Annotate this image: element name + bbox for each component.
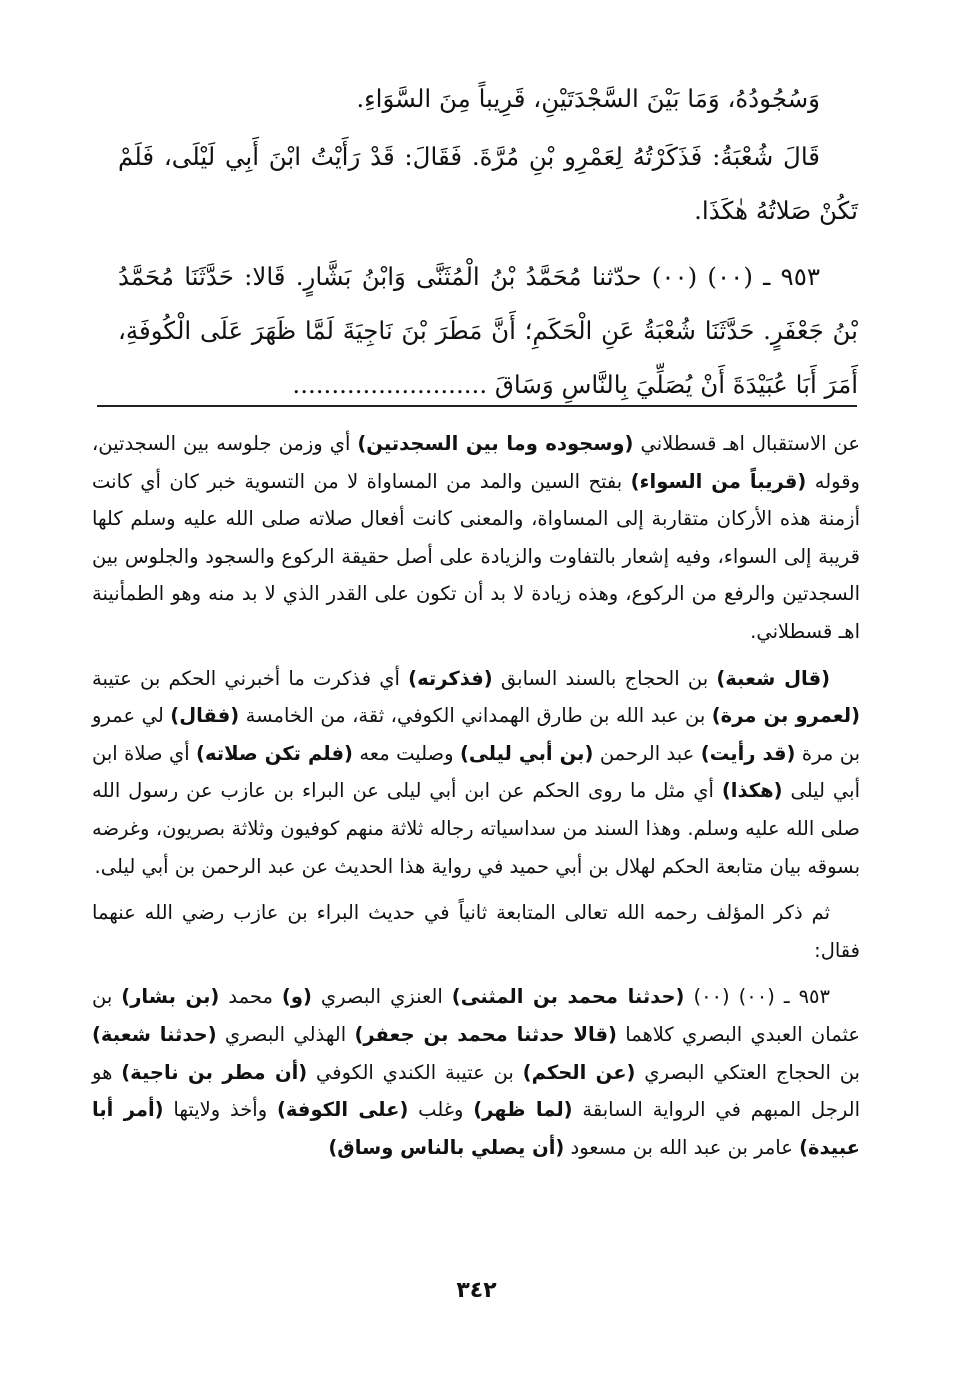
commentary-text: أي وزمن جلوسه بين السجدتين، وقوله: [92, 432, 860, 493]
commentary-text: بن عبد الله بن طارق الهمداني الكوفي، ثقة، من الخامسة: [239, 704, 712, 728]
commentary-text: هو الرجل المبهم في الرواية السابقة: [92, 1060, 860, 1122]
commentary-paragraph: [92, 978, 860, 1166]
commentary-text: ٩٥٣ ـ (٠٠) (٠٠): [684, 985, 830, 1009]
commentary-text: عبد الرحمن: [593, 741, 701, 765]
bold-quoted-text: (أن مطر بن ناجية): [121, 1060, 308, 1084]
bold-quoted-text: (وسجوده وما بين السجدتين): [357, 432, 634, 455]
bold-quoted-text: (هكذا): [721, 779, 783, 803]
commentary: [92, 425, 860, 1166]
commentary-paragraph: [92, 894, 860, 969]
commentary-text: بن عثمان العبدي البصري كلاهما: [92, 985, 860, 1046]
bold-quoted-text: (على الكوفة): [276, 1098, 409, 1122]
commentary-text: أي مثل ما روى الحكم عن ابن أبي ليلى عن البراء بن عازب عن رسول الله صلى الله عليه وسلم. وهذا السند من سداسياته رجاله ثلاثة منهم كوفيون وثلاثة بصريون، وغرضه بسوقه بيان متابعة الحكم لهلال بن أبي حميد في رواية هذا الحديث عن عبد الرحمن بن أبي ليلى.: [92, 779, 860, 878]
bold-quoted-text: (قد رأيت): [700, 741, 796, 765]
bold-quoted-text: (أن يصلي بالناس وساق): [328, 1135, 565, 1159]
bold-quoted-text: (حدثنا محمد بن المثنى): [451, 985, 685, 1009]
commentary-text: العنزي البصري: [311, 985, 452, 1009]
main-text-line: وَسُجُودُهُ، وَمَا بَيْنَ السَّجْدَتَيْنِ، قَرِيباً مِنَ السَّوَاءِ.: [356, 84, 820, 113]
bold-quoted-text: (و): [281, 985, 312, 1009]
main-text-paragraph: قَالَ شُعْبَةُ: فَذَكَرْتُهُ لِعَمْرِو بْنِ مُرَّةَ. فَقَالَ: قَدْ رَأَيْتُ ابْنَ أَبِي لَيْلَى، فَلَمْ تَكُنْ صَلاتُهُ هٰكَذَا.: [118, 142, 858, 225]
commentary-text: وصليت معه: [352, 741, 460, 765]
commentary-text: أي فذكرت ما أخبرني الحكم بن عتيبة: [92, 666, 409, 690]
footnote-divider: [97, 405, 857, 407]
bold-quoted-text: (قريباً من السواء): [630, 469, 807, 493]
bold-quoted-text: (لعمرو بن مرة): [711, 704, 861, 728]
bold-quoted-text: (فلم تكن صلاته): [196, 741, 353, 765]
commentary-text: عامر بن عبد الله بن مسعود: [564, 1135, 800, 1159]
commentary-text: بفتح السين والمد من المساواة لا من التسوية خبر كان أي كانت أزمنة هذه الأركان متقاربة إلى المساواة، والمعنى كانت أفعال صلاته صلى الله عليه وسلم كلها قريبة إلى السواء، وفيه إشعار بالتفاوت والزيادة على أصل حقيقة الركوع والسجود والجلوس بين السجدتين والرفع من الركوع، وهذه زيادة لا بد أن تكون على القدر الذي لا بد منه وهو الطمأنينة اهـ قسطلاني.: [92, 469, 860, 643]
commentary-text: محمد: [219, 985, 282, 1009]
commentary-text: بن عتيبة الكندي الكوفي: [307, 1060, 523, 1084]
commentary-text: ثم ذكر المؤلف رحمه الله تعالى المتابعة ثانياً في حديث البراء بن عازب رضي الله عنهما فقال:: [92, 901, 860, 962]
bold-quoted-text: (فذكرته): [408, 666, 493, 690]
bold-quoted-text: (قالا حدثنا محمد بن جعفر): [354, 1022, 617, 1046]
commentary-paragraph: [92, 660, 860, 886]
bold-quoted-text: (بن أبي ليلى): [459, 741, 594, 765]
commentary-text: الهذلي البصري: [216, 1022, 355, 1046]
bold-quoted-text: (بن بشار): [121, 985, 220, 1009]
hadith-paragraph: ٩٥٣ ـ (٠٠) (٠٠) حدّثنا مُحَمَّدُ بْنُ الْمُثَنَّى وَابْنُ بَشَّارٍ. قَالا: حَدَّثَنَا مُحَمَّدُ بْنُ جَعْفَرٍ. حَدَّثَنَا شُعْبَةُ عَنِ الْحَكَمِ؛ أَنَّ مَطَرَ بْنَ نَاجِيَةَ لَمَّا ظَهَرَ عَلَى الْكُوفَةِ، أَمَرَ أَبَا عُبَيْدَةَ أَنْ يُصَلِّيَ بِالنَّاسِ وَسَاقَ .........................: [118, 262, 858, 399]
bold-quoted-text: (حدثنا شعبة): [92, 1022, 217, 1046]
commentary-text: وأخذ ولايتها: [163, 1098, 277, 1122]
commentary-text: لي عمرو بن مرة: [92, 704, 861, 765]
bold-quoted-text: (لما ظهر): [473, 1098, 573, 1122]
main-text: [118, 72, 858, 412]
commentary-paragraph: [92, 425, 860, 651]
bold-quoted-text: (أمر أبا عبيدة): [92, 1098, 860, 1159]
commentary-text: أي صلاة ابن أبي ليلى: [92, 741, 860, 803]
page-number: ٣٤٢: [456, 1278, 497, 1303]
bold-quoted-text: (عن الحكم): [522, 1060, 636, 1084]
commentary-text: عن الاستقبال اهـ قسطلاني: [633, 432, 860, 455]
bold-quoted-text: (فقال): [170, 704, 240, 728]
commentary-text: بن الحجاج العتكي البصري: [635, 1060, 860, 1084]
commentary-text: بن الحجاج بالسند السابق: [492, 666, 717, 690]
bold-quoted-text: (قال شعبة): [716, 666, 831, 690]
commentary-text: وغلب: [408, 1098, 474, 1122]
